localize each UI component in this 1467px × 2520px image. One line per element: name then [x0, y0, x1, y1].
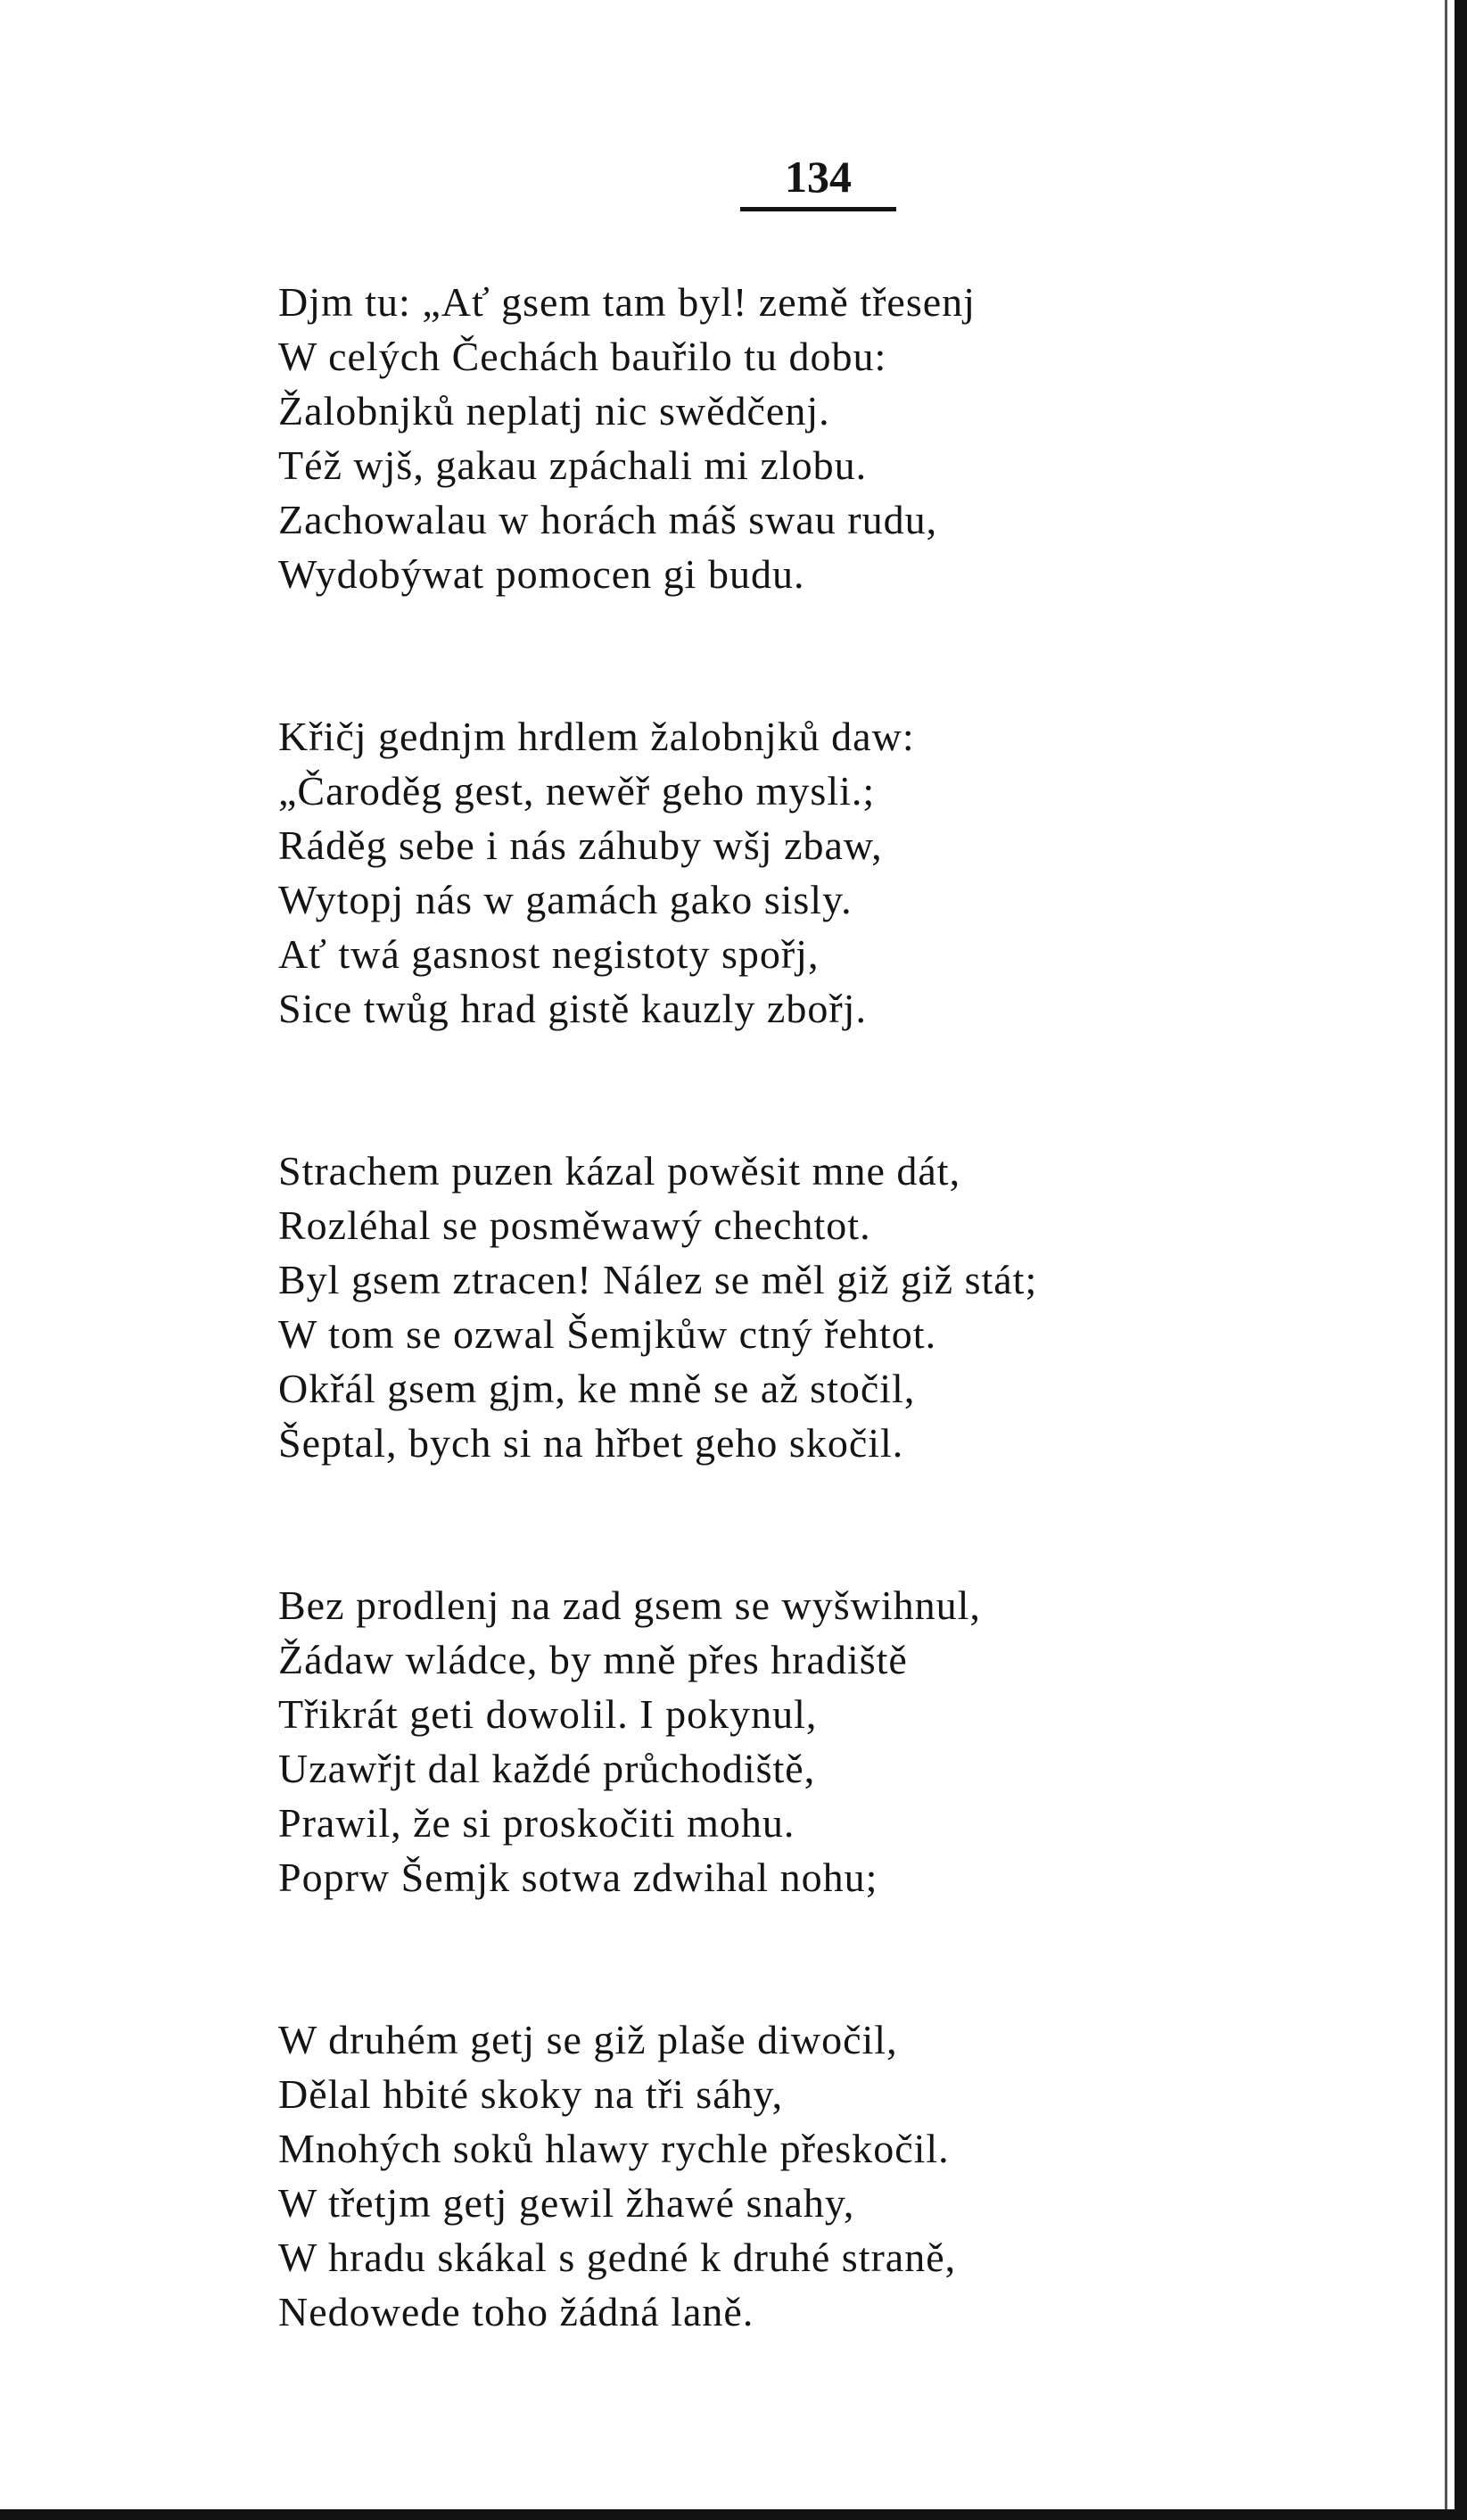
page-number-rule: [740, 207, 896, 211]
stanza: [278, 1144, 1438, 1470]
poem-line: Žalobnjků neplatj nic swědčenj.: [278, 388, 830, 434]
poem-line: W druhém getj se giž plaše diwočil,: [278, 2017, 898, 2062]
poem-line: Sice twůg hrad gistě kauzly zbořj.: [278, 986, 867, 1031]
poem-line: Křičj gednjm hrdlem žalobnjků daw:: [278, 714, 915, 759]
page-edge-bottom: [0, 2509, 1467, 2520]
poem-line: Mnohých soků hlawy rychle přeskočil.: [278, 2126, 950, 2171]
poem-line: Zachowalau w horách máš swau rudu,: [278, 497, 938, 542]
poem-line: Ať twá gasnost negistoty spořj,: [278, 931, 820, 977]
page-edge-right: [1455, 0, 1467, 2520]
poem-line: W hradu skákal s gedné k druhé straně,: [278, 2235, 957, 2280]
poem-line: W tom se ozwal Šemjkůw ctný řehtot.: [278, 1311, 937, 1357]
poem-line: „Čaroděg gest, newěř geho mysli.;: [278, 768, 876, 814]
poem-line: Dělal hbité skoky na tři sáhy,: [278, 2071, 784, 2117]
poem-line: Rozléhal se posměwawý chechtot.: [278, 1202, 871, 1248]
poem-line: Prawil, že si proskočiti mohu.: [278, 1800, 795, 1846]
poem-line: Wytopj nás w gamách gako sisly.: [278, 877, 853, 922]
poem-line: Wydobýwat pomocen gi budu.: [278, 551, 805, 597]
poem-body: [278, 275, 1438, 2447]
stanza: [278, 2012, 1438, 2339]
poem-line: Žádaw wládce, by mně přes hradiště: [278, 1637, 908, 1682]
stanza: [278, 1578, 1438, 1904]
poem-line: Ráděg sebe i nás záhuby wšj zbaw,: [278, 822, 883, 868]
poem-line: Též wjš, gakau zpáchali mi zlobu.: [278, 442, 868, 488]
poem-line: Byl gsem ztracen! Nález se měl giž giž stát;: [278, 1257, 1038, 1302]
poem-line: Uzawřjt dal každé průchodiště,: [278, 1746, 816, 1791]
poem-line: W třetjm getj gewil žhawé snahy,: [278, 2180, 855, 2226]
poem-line: Třikrát geti dowolil. I pokynul,: [278, 1691, 818, 1737]
poem-line: Bez prodlenj na zad gsem se wyšwihnul,: [278, 1582, 981, 1628]
poem-line: Djm tu: „Ať gsem tam byl! země třesenj: [278, 279, 976, 325]
poem-line: Poprw Šemjk sotwa zdwihal nohu;: [278, 1855, 878, 1900]
poem-line: Nedowede toho žádná laně.: [278, 2289, 754, 2334]
poem-line: W celých Čechách bauřilo tu dobu:: [278, 334, 887, 379]
stanza: [278, 709, 1438, 1036]
page-number: 134: [785, 152, 852, 202]
page-header: [740, 153, 896, 211]
poem-line: Okřál gsem gjm, ke mně se až stočil,: [278, 1366, 916, 1411]
page-edge-shadow: [1445, 0, 1447, 2520]
poem-line: Šeptal, bych si na hřbet geho skočil.: [278, 1420, 904, 1466]
poem-line: Strachem puzen kázal powěsit mne dát,: [278, 1148, 961, 1194]
stanza: [278, 275, 1438, 601]
